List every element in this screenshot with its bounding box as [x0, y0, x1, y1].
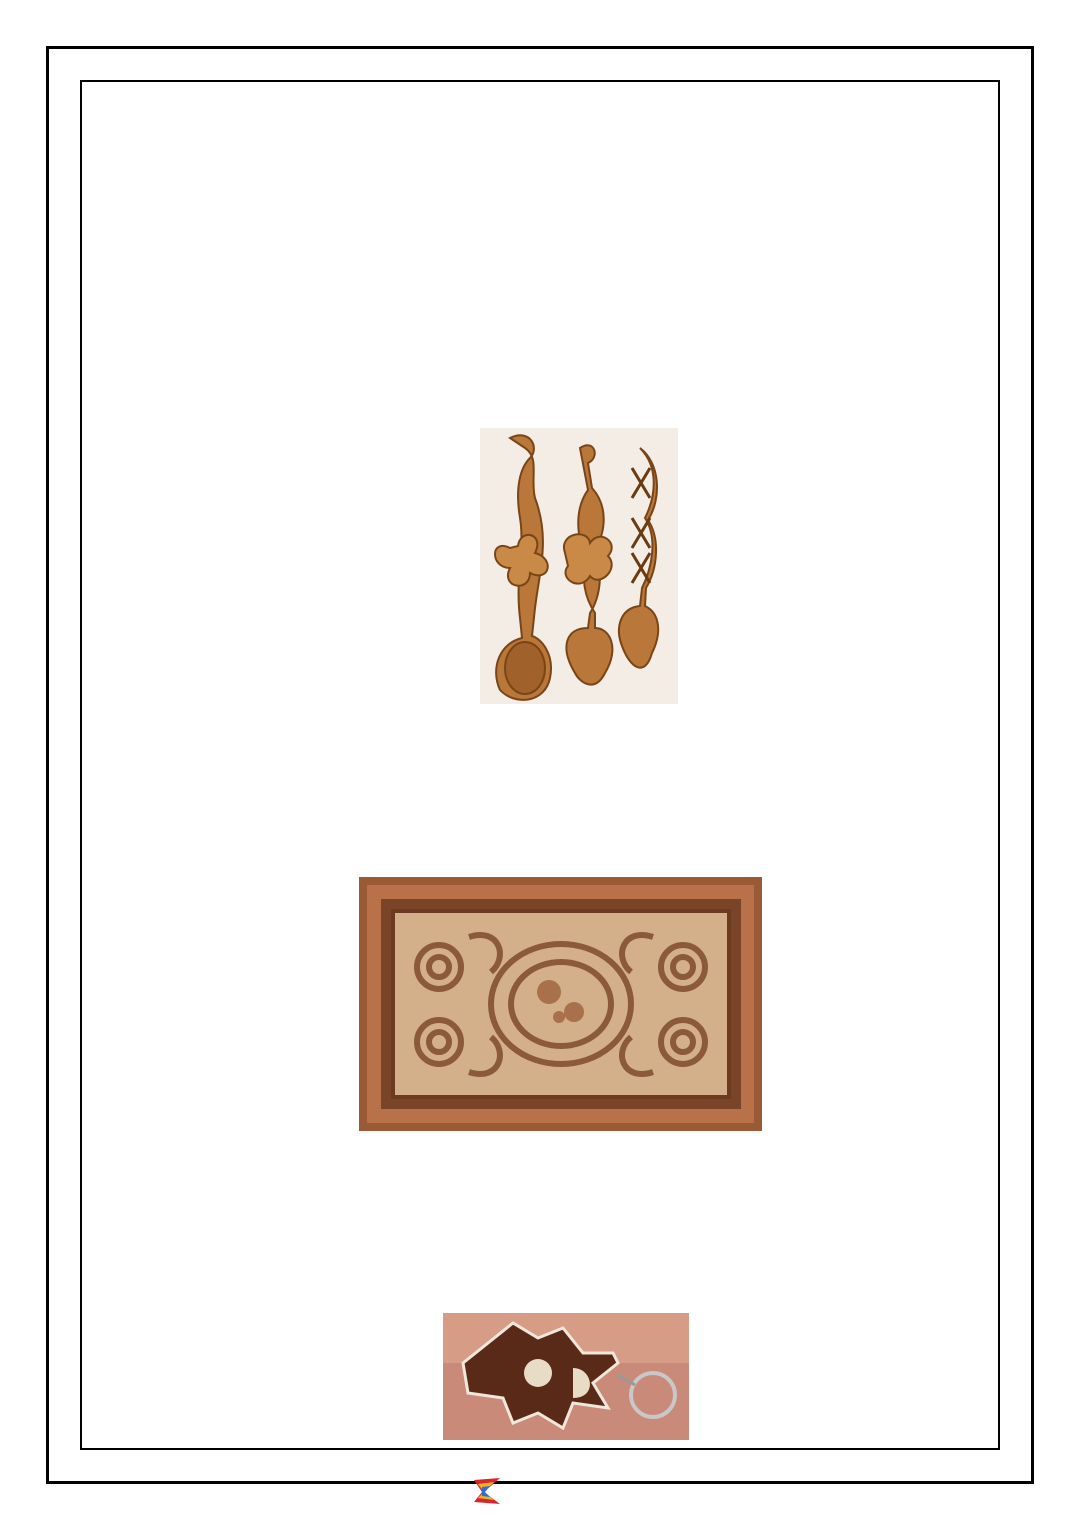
carved-panel-photo	[359, 877, 762, 1131]
frame-inner	[80, 80, 1000, 1450]
keychain-photo	[443, 1313, 689, 1440]
carved-spoons-photo	[480, 428, 678, 704]
logo-icon	[470, 1474, 504, 1508]
footer-logo	[470, 1470, 650, 1520]
